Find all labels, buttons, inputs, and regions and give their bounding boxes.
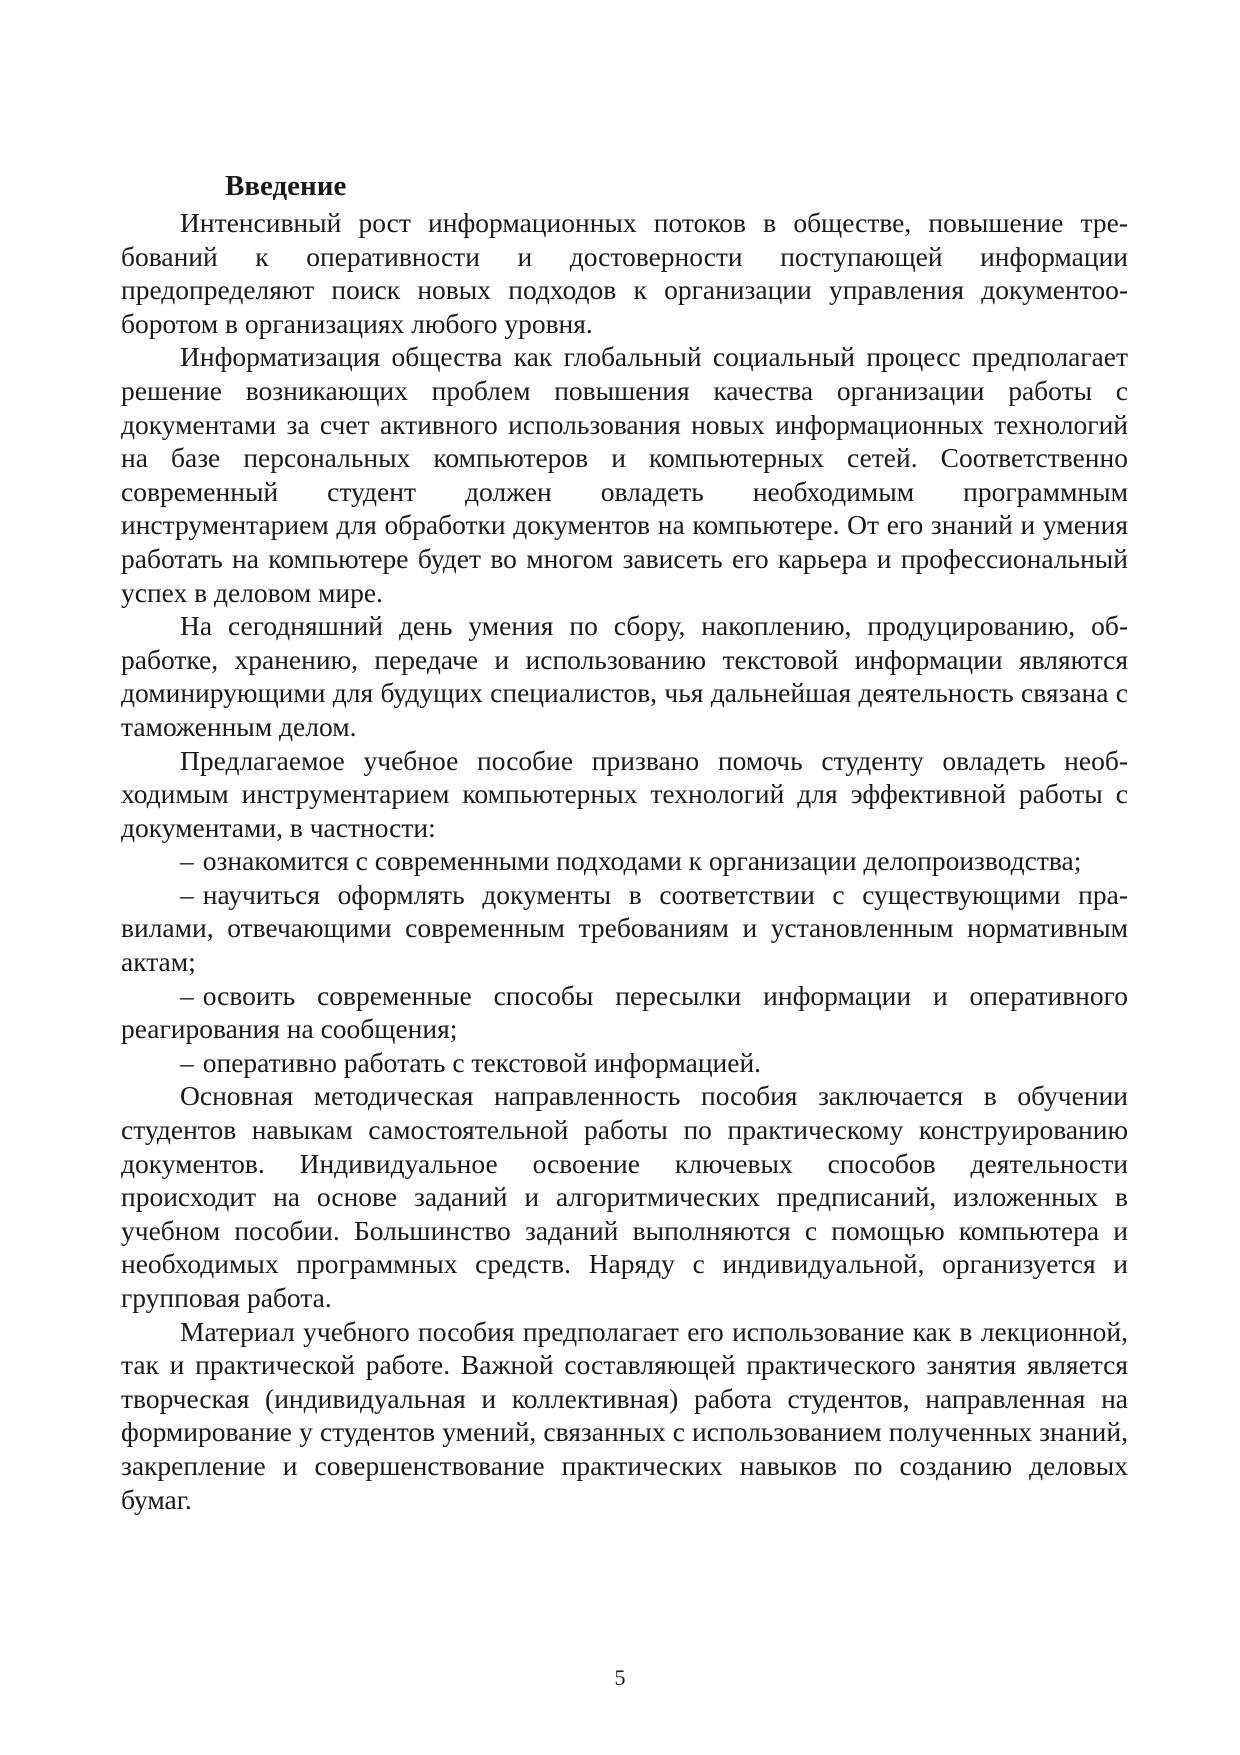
list-item-text: научиться оформлять документы в соответствии с существующими правилами, отвечающими современным требованиям и установленным нормативным актам; bbox=[121, 878, 1128, 978]
paragraph-methodology: Основная методическая направленность пособия заключается в обучении студентов навыкам самостоятельной работы по практическому конструированию документов. Индивидуальное освоение ключевых способов деятельности происходит на основе заданий и алгоритмических предписаний, изложенных в учебном пособии. Большинство заданий выполняются с помощью компьютера и необходимых программных средств. Наряду с индивидуальной, организуется и групповая работа. bbox=[121, 1080, 1128, 1313]
list-item bbox=[121, 878, 1128, 979]
list-dash: – bbox=[180, 979, 194, 1011]
list-item bbox=[121, 1046, 1128, 1080]
paragraph-material-usage: Материал учебного пособия предполагает его использование как в лекционной, так и практической работе. Важной составляющей практического занятия является творческая (индивидуальная и коллективная) работа студентов, направленная на формирование у студентов умений, связанных с использованием полученных знаний, закрепление и совершенствование практических навыков по созданию деловых бумаг. bbox=[121, 1315, 1128, 1515]
page-content bbox=[121, 166, 1128, 1516]
list-dash: – bbox=[180, 878, 194, 910]
section-heading: Введение bbox=[225, 170, 347, 202]
list-item bbox=[121, 979, 1128, 1046]
paragraph-information-flows: Интенсивный рост информационных потоков в обществе, повышение требований к оперативности и достоверности поступающей информации предопределяют поиск новых подходов к организации управления документооборотом в организациях любого уровня. bbox=[121, 207, 1128, 339]
list-dash: – bbox=[180, 845, 194, 877]
list-item bbox=[121, 844, 1128, 878]
list-item-text: ознакомится с современными подходами к организации делопроизводства; bbox=[202, 845, 1082, 877]
list-item-text: освоить современные способы пересылки информации и оперативного реагирования на сообщения; bbox=[121, 979, 1128, 1045]
list-dash: – bbox=[180, 1046, 194, 1078]
paragraph-skills: На сегодняшний день умения по сбору, накоплению, продуцированию, обработке, хранению, передаче и использованию текстовой информации являются доминирующими для будущих специалистов, чья дальнейшая деятельность связана с таможенным делом. bbox=[121, 610, 1128, 742]
paragraph-informatization: Информатизация общества как глобальный социальный процесс предполагает решение возникающих проблем повышения качества организации работы с документами за счет активного использования новых информационных технологий на базе персональных компьютеров и компьютерных сетей. Соответственно современный студент должен овладеть необходимым программным инструментарием для обработки документов на компьютере. От его знаний и умения работать на компьютере будет во многом зависеть его карьера и профессиональный успех в деловом мире. bbox=[121, 341, 1128, 608]
list-item-text: оперативно работать с текстовой информацией. bbox=[202, 1046, 762, 1078]
page-number: 5 bbox=[614, 1665, 626, 1690]
paragraph-textbook-purpose: Предлагаемое учебное пособие призвано помочь студенту овладеть необходимым инструментарием компьютерных технологий для эффективной работы с документами, в частности: bbox=[121, 744, 1128, 843]
